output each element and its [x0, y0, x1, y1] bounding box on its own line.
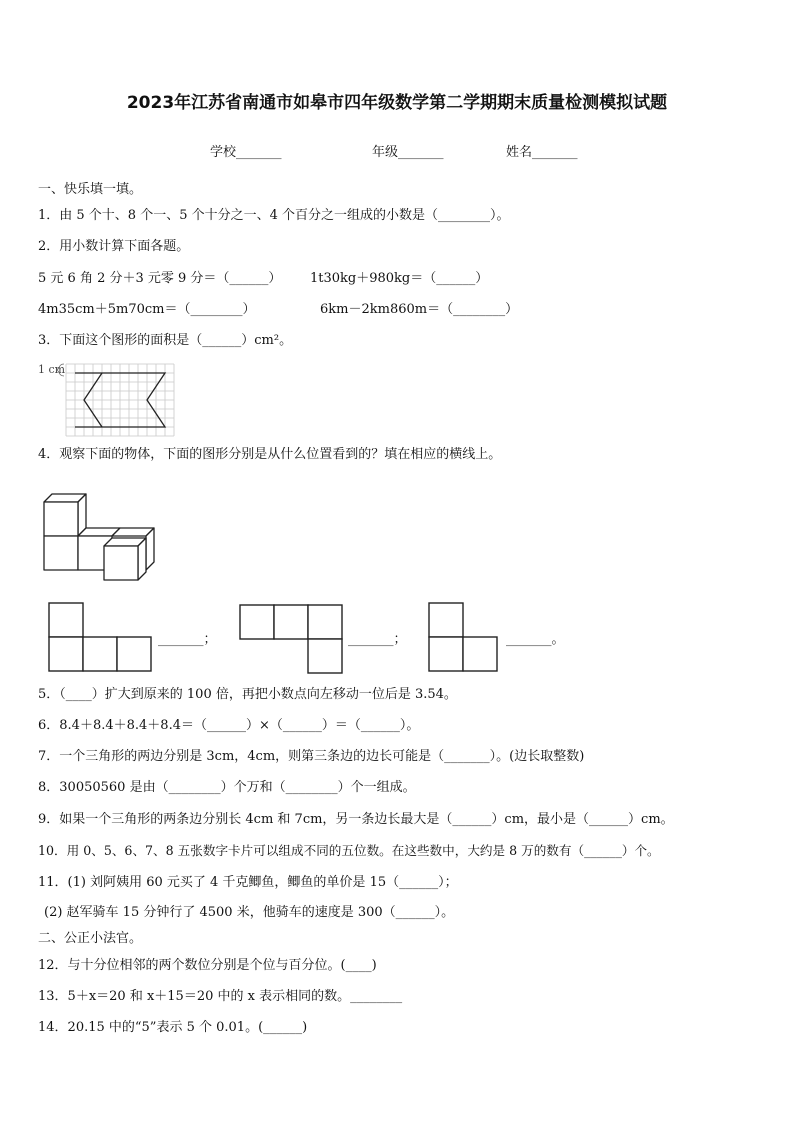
- view-figure-3: [428, 602, 498, 672]
- unit-label: 1 cm: [38, 363, 66, 376]
- question-10: 10．用 0、5、6、7、8 五张数字卡片可以组成不同的五位数。在这些数中，大约是 8 万的数有（______）个。: [38, 843, 660, 858]
- question-2b: 1t30kg＋980kg＝（______）: [310, 271, 489, 286]
- question-8: 8．30050560 是由（________）个万和（________）个一组成。: [38, 780, 416, 795]
- view-1-answer-blank[interactable]: _______；: [158, 632, 217, 647]
- cube-stack-figure: [40, 486, 164, 586]
- school-field[interactable]: 学校_______: [210, 145, 282, 160]
- question-2d: 6km－2km860m＝（________）: [320, 302, 519, 317]
- question-4: 4．观察下面的物体，下面的图形分别是从什么位置看到的？填在相应的横线上。: [38, 447, 502, 462]
- question-2c: 4m35cm＋5m70cm＝（________）: [38, 302, 256, 317]
- question-7: 7．一个三角形的两边分别是 3cm，4cm，则第三条边的边长可能是（_______）。(边长取整数): [38, 749, 585, 764]
- grade-field[interactable]: 年级_______: [372, 145, 444, 160]
- question-6: 6．8.4＋8.4＋8.4＋8.4＝（______）×（______）＝（______）。: [38, 718, 420, 733]
- section-1-heading: 一、快乐填一填。: [38, 182, 143, 197]
- question-11-part-2: (2) 赵军骑车 15 分钟行了 4500 米，他骑车的速度是 300（______）。: [44, 905, 455, 920]
- question-14: 14．20.15 中的“5”表示 5 个 0.01。(______): [38, 1020, 308, 1035]
- name-field[interactable]: 姓名_______: [506, 145, 578, 160]
- view-figure-2: [239, 604, 343, 674]
- section-2-heading: 二、公正小法官。: [38, 931, 143, 946]
- question-5: 5．（____）扩大到原来的 100 倍，再把小数点向左移动一位后是 3.54。: [38, 687, 457, 702]
- question-13: 13．5＋x＝20 和 x＋15＝20 中的 x 表示相同的数。________: [38, 989, 403, 1004]
- area-grid-figure: [64, 362, 180, 438]
- question-3: 3．下面这个图形的面积是（______）cm²。: [38, 333, 293, 348]
- question-2: 2．用小数计算下面各题。: [38, 239, 190, 254]
- page-title: 2023年江苏省南通市如皋市四年级数学第二学期期末质量检测模拟试题: [126, 93, 668, 113]
- view-2-answer-blank[interactable]: _______；: [348, 632, 407, 647]
- question-12: 12．与十分位相邻的两个数位分别是个位与百分位。(____): [38, 958, 377, 973]
- view-figure-1: [48, 602, 152, 672]
- view-3-answer-blank[interactable]: _______。: [506, 632, 565, 647]
- question-9: 9．如果一个三角形的两条边分别长 4cm 和 7cm，另一条边长最大是（______）cm，最小是（______）cm。: [38, 812, 674, 827]
- question-11-part-1: 11．(1) 刘阿姨用 60 元买了 4 千克鲫鱼，鲫鱼的单价是 15（______）；: [38, 875, 458, 890]
- question-2a: 5 元 6 角 2 分＋3 元零 9 分＝（______）: [38, 271, 282, 286]
- question-1: 1．由 5 个十、8 个一、5 个十分之一、4 个百分之一组成的小数是（________）。: [38, 208, 510, 223]
